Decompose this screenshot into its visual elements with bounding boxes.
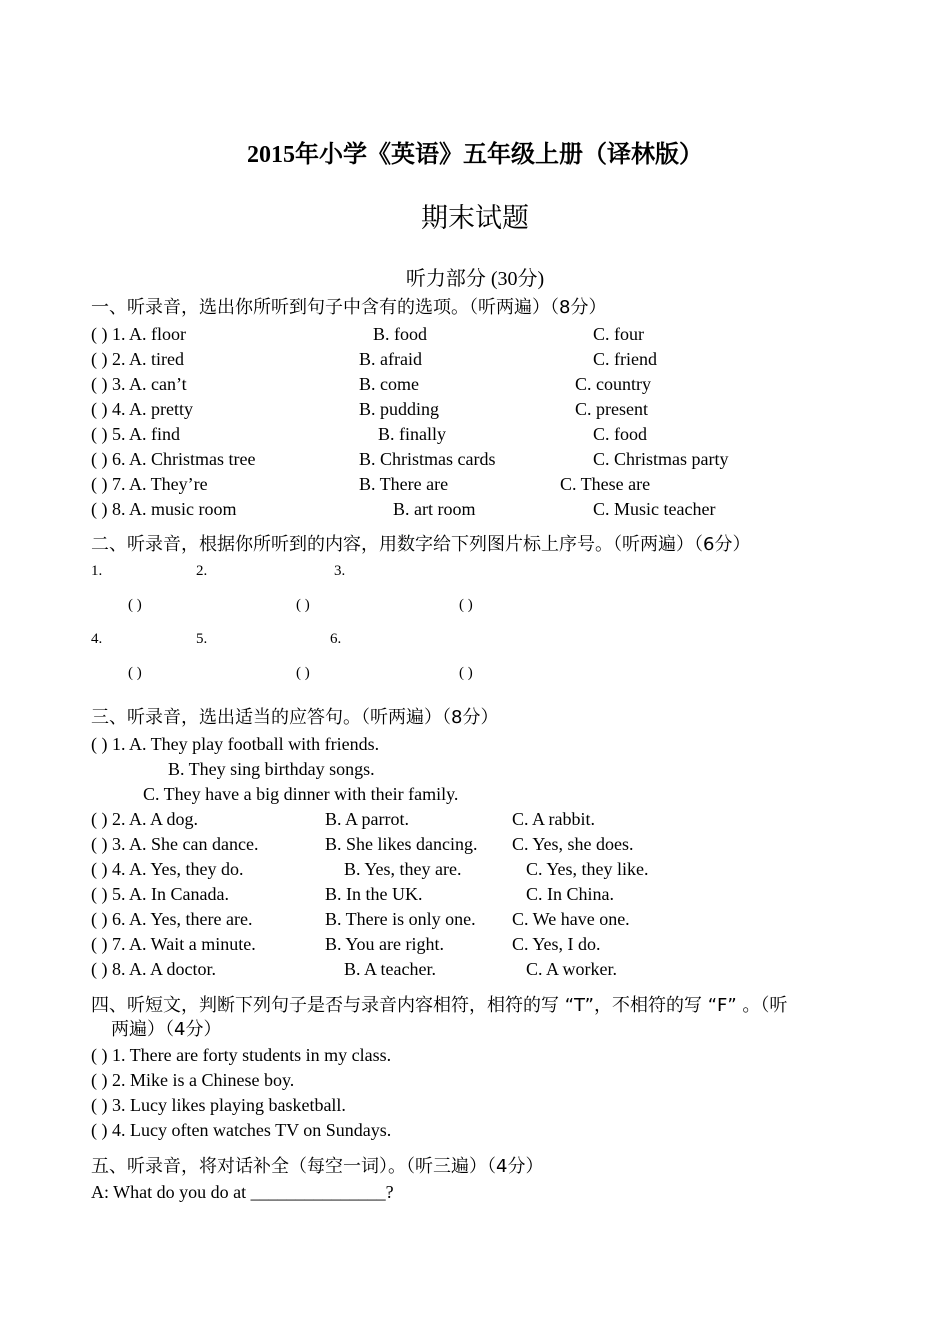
picture-blank-6: ( ): [459, 665, 473, 681]
section-3-heading: 三、听录音，选出适当的应答句。（听两遍）（8分）: [91, 707, 499, 728]
s3-q5-c: C. In China.: [526, 884, 614, 904]
picture-blank-5: ( ): [296, 665, 310, 681]
s3-q1-a: ( ) 1. A. They play football with friends.: [91, 734, 380, 754]
s1-q8-c: C. Music teacher: [593, 499, 716, 519]
s3-q5-b: B. In the UK.: [325, 884, 423, 904]
exam-title: 2015年小学《英语》五年级上册（译林版）: [247, 142, 703, 168]
s3-q6-c: C. We have one.: [512, 909, 630, 929]
s3-q8-b: B. A teacher.: [344, 959, 436, 979]
exam-subtitle: 期末试题: [421, 203, 529, 233]
s3-q4-a: ( ) 4. A. Yes, they do.: [91, 859, 244, 879]
s1-q2-a: ( ) 2. A. tired: [91, 349, 184, 369]
picture-label-6: 6.: [330, 631, 342, 647]
picture-blank-1: ( ): [128, 597, 142, 613]
s3-q4-c: C. Yes, they like.: [526, 859, 649, 879]
section-1-heading: 一、听录音，选出你所听到句子中含有的选项。（听两遍）（8分）: [91, 297, 607, 318]
s4-q1: ( ) 1. There are forty students in my class.: [91, 1045, 392, 1065]
s1-q1-a: ( ) 1. A. floor: [91, 324, 186, 344]
s3-q1-c: C. They have a big dinner with their family.: [143, 784, 459, 804]
s3-q6-b: B. There is only one.: [325, 909, 476, 929]
s5-line1: A: What do you do at _______________?: [91, 1182, 394, 1202]
section-4-heading-line2: 两遍）（4分）: [111, 1019, 222, 1040]
section-4-heading-line1: 四、听短文，判断下列句子是否与录音内容相符，相符的写 “T”，不相符的写 “F” 。（听: [91, 995, 788, 1016]
s1-q2-c: C. friend: [593, 349, 657, 369]
s1-q7-a: ( ) 7. A. They’re: [91, 474, 208, 494]
s3-q4-b: B. Yes, they are.: [344, 859, 462, 879]
s1-q8-a: ( ) 8. A. music room: [91, 499, 237, 519]
s1-q8-b: B. art room: [393, 499, 476, 519]
s4-q3: ( ) 3. Lucy likes playing basketball.: [91, 1095, 346, 1115]
s1-q5-a: ( ) 5. A. find: [91, 424, 180, 444]
s3-q2-c: C. A rabbit.: [512, 809, 596, 829]
picture-label-3: 3.: [334, 563, 346, 579]
s3-q1-b: B. They sing birthday songs.: [168, 759, 375, 779]
s1-q6-b: B. Christmas cards: [359, 449, 496, 469]
s1-q3-b: B. come: [359, 374, 419, 394]
s3-q6-a: ( ) 6. A. Yes, there are.: [91, 909, 253, 929]
picture-blank-2: ( ): [296, 597, 310, 613]
s4-q2: ( ) 2. Mike is a Chinese boy.: [91, 1070, 295, 1090]
s3-q3-b: B. She likes dancing.: [325, 834, 478, 854]
s3-q8-c: C. A worker.: [526, 959, 618, 979]
s1-q3-a: ( ) 3. A. can’t: [91, 374, 187, 394]
s4-q4: ( ) 4. Lucy often watches TV on Sundays.: [91, 1120, 392, 1140]
picture-blank-3: ( ): [459, 597, 473, 613]
s3-q7-a: ( ) 7. A. Wait a minute.: [91, 934, 256, 954]
picture-label-5: 5.: [196, 631, 208, 647]
s1-q4-c: C. present: [575, 399, 648, 419]
section-5-heading: 五、听录音，将对话补全（每空一词）。（听三遍）（4分）: [91, 1156, 544, 1177]
s1-q1-c: C. four: [593, 324, 644, 344]
s3-q7-c: C. Yes, I do.: [512, 934, 601, 954]
picture-blank-4: ( ): [128, 665, 142, 681]
s3-q2-a: ( ) 2. A. A dog.: [91, 809, 199, 829]
s3-q7-b: B. You are right.: [325, 934, 445, 954]
s1-q1-b: B. food: [373, 324, 427, 344]
s1-q7-c: C. These are: [560, 474, 651, 494]
s3-q2-b: B. A parrot.: [325, 809, 409, 829]
s3-q5-a: ( ) 5. A. In Canada.: [91, 884, 229, 904]
s1-q3-c: C. country: [575, 374, 651, 394]
s3-q3-c: C. Yes, she does.: [512, 834, 634, 854]
picture-label-2: 2.: [196, 563, 208, 579]
s1-q2-b: B. afraid: [359, 349, 422, 369]
s1-q5-c: C. food: [593, 424, 647, 444]
picture-label-4: 4.: [91, 631, 103, 647]
s1-q4-b: B. pudding: [359, 399, 440, 419]
s3-q8-a: ( ) 8. A. A doctor.: [91, 959, 216, 979]
s1-q6-c: C. Christmas party: [593, 449, 729, 469]
s1-q6-a: ( ) 6. A. Christmas tree: [91, 449, 256, 469]
listening-section-title: 听力部分 (30分): [405, 268, 545, 290]
s1-q4-a: ( ) 4. A. pretty: [91, 399, 193, 419]
s3-q3-a: ( ) 3. A. She can dance.: [91, 834, 259, 854]
s1-q7-b: B. There are: [359, 474, 449, 494]
section-2-heading: 二、听录音，根据你所听到的内容，用数字给下列图片标上序号。（听两遍）（6分）: [91, 534, 751, 555]
s1-q5-b: B. finally: [378, 424, 446, 444]
picture-label-1: 1.: [91, 563, 103, 579]
